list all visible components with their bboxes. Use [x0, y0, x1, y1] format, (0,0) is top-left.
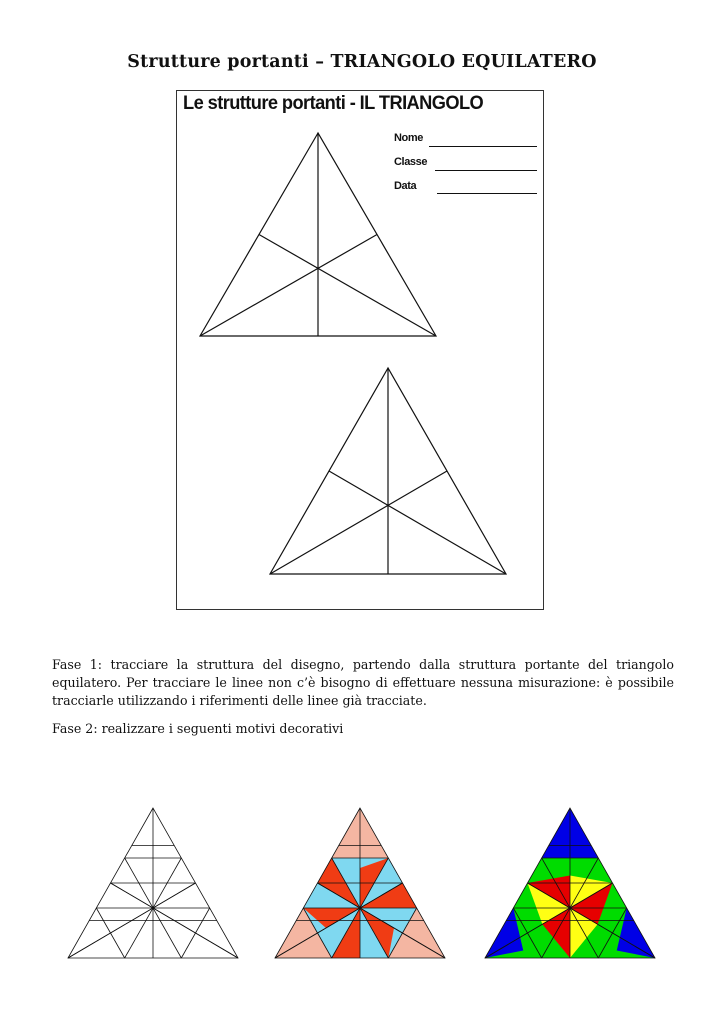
pattern-lines — [68, 808, 238, 958]
decorative-patterns — [0, 790, 724, 970]
phase2-text: Fase 2: realizzare i seguenti motivi decorativi — [52, 721, 344, 736]
triangle-structure-top — [200, 133, 436, 336]
field-label-nome: Nome — [394, 132, 423, 144]
worksheet-triangles — [177, 91, 545, 611]
median-line — [329, 471, 506, 574]
median-line — [259, 235, 436, 337]
phase1-text: Fase 1: tracciare la struttura del disegno, partendo dalla struttura portante del triangolo equilatero. Per tracciare le linee non c’è bisogno di effettuare nessuna misurazione: è possibile tracciarle utilizzando i riferimenti delle linee già tracciate. — [52, 657, 674, 708]
worksheet-heading: Le strutture portanti - IL TRIANGOLO — [183, 93, 484, 114]
pattern-salmon — [275, 808, 445, 958]
field-label-classe: Classe — [394, 156, 428, 168]
triangle-structure-bottom — [270, 368, 506, 574]
median-line — [270, 471, 447, 574]
field-label-data: Data — [394, 180, 417, 192]
worksheet-image — [176, 90, 544, 610]
page-title: Strutture portanti – TRIANGOLO EQUILATERO — [127, 52, 597, 72]
pattern-green — [485, 808, 655, 958]
median-line — [200, 235, 377, 337]
pattern-outline — [68, 808, 238, 958]
